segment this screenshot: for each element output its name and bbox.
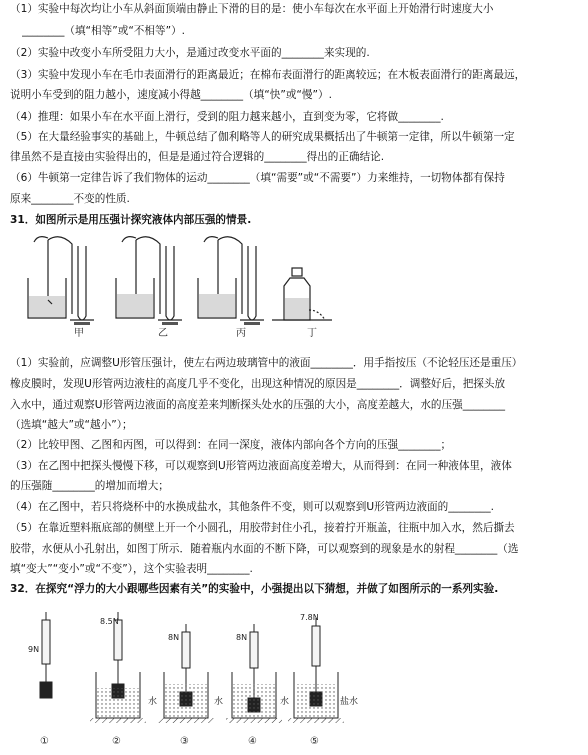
q30-line-9: （6）牛顿第一定律告诉了我们物体的运动________（填“需要”或“不需要”）力来维持，一切物体都有保持 bbox=[10, 172, 505, 184]
q30-line-8: 律虽然不是直接由实验得出的，但是是通过符合逻辑的________得出的正确结论. bbox=[10, 151, 385, 163]
force-label-2: 8.5N bbox=[100, 617, 119, 626]
liquid-label-2: 水 bbox=[148, 697, 158, 707]
water-bottle-ding bbox=[272, 268, 332, 320]
fig-label-yi: 乙 bbox=[158, 328, 168, 339]
step-number-5: ⑤ bbox=[310, 736, 319, 747]
q31-line-6: （3）在乙图中把探头慢慢下移，可以观察到U形管两边液面高度差增大，从而得到：在同一种液体里，液体 bbox=[10, 460, 512, 472]
liquid-label-3: 水 bbox=[214, 697, 224, 707]
q31-line-7: 的压强随________的增加而增大； bbox=[10, 480, 169, 492]
step-number-4: ④ bbox=[248, 736, 257, 747]
q31-line-8: （4）在乙图中，若只将烧杯中的水换成盐水，其他条件不变，则可以观察到U形管两边液面的________. bbox=[10, 501, 494, 513]
q31-line-9: （5）在靠近塑料瓶底部的侧壁上开一个小圆孔，用胶带封住小孔，接着拧开瓶盖，往瓶中加入水，然后撕去 bbox=[10, 522, 515, 534]
q30-line-7: （5）在大量经验事实的基础上，牛顿总结了伽利略等人的研究成果概括出了牛顿第一定律，所以牛顿第一定 bbox=[10, 131, 515, 143]
force-label-4: 8N bbox=[236, 633, 248, 642]
u-tube-apparatus-yi bbox=[116, 237, 182, 325]
step-number-3: ③ bbox=[180, 736, 189, 747]
u-tube-apparatus-bing bbox=[198, 237, 264, 325]
force-label-3: 8N bbox=[168, 633, 180, 642]
step-number-1: ① bbox=[40, 736, 49, 747]
force-label-5: 7.8N bbox=[300, 613, 319, 622]
q30-line-10: 原来________不变的性质. bbox=[10, 193, 130, 205]
q30-line-1: （1）实验中每次均让小车从斜面顶端由静止下滑的目的是：使小车每次在水平面上开始滑行时速度大小 bbox=[10, 3, 494, 15]
q31-line-3: 入水中，通过观察U形管两边液面的高度差来判断探头处水的压强的大小，高度差越大，水的压强________ bbox=[10, 399, 506, 411]
fig-label-bing: 丙 bbox=[236, 328, 246, 339]
q31-line-2: 橡皮膜时，发现U形管两边液柱的高度几乎不变化，出现这种情况的原因是________．调整好后，把探头放 bbox=[10, 378, 506, 390]
q30-line-4: （3）实验中发现小车在毛巾表面滑行的距离最近；在棉布表面滑行的距离较远；在木板表面滑行的距离最远， bbox=[10, 69, 526, 81]
step-number-2: ② bbox=[112, 736, 121, 747]
u-tube-apparatus-jia bbox=[28, 237, 94, 325]
q31-title: 31．如图所示是用压强计探究液体内部压强的情景. bbox=[10, 214, 252, 226]
spring-scale-1 bbox=[40, 612, 52, 698]
fig-label-ding: 丁 bbox=[307, 328, 317, 339]
q30-line-6: （4）推理：如果小车在水平面上滑行，受到的阻力越来越小，直到变为零，它将做________. bbox=[10, 111, 444, 123]
q30-line-2: ________（填“相等”或“不相等”）. bbox=[22, 25, 186, 37]
liquid-label-5: 盐水 bbox=[340, 697, 359, 707]
q31-line-11: 填“变大”“变小”或“不变”），这个实验表明________. bbox=[10, 563, 253, 575]
q32-figure bbox=[24, 610, 364, 750]
q31-line-4: （选填“越大”或“越小”）； bbox=[10, 419, 133, 431]
q30-line-3: （2）实验中改变小车所受阻力大小，是通过改变水平面的________来实现的. bbox=[10, 47, 370, 59]
q31-line-10: 胶带，水便从小孔射出，如图丁所示．随着瓶内水面的不断下降，可以观察到的现象是水的射程________（选 bbox=[10, 543, 519, 555]
q31-line-5: （2）比较甲图、乙图和丙图，可以得到：在同一深度，液体内部向各个方向的压强________； bbox=[10, 439, 452, 451]
fig-label-jia: 甲 bbox=[74, 328, 84, 339]
q30-line-5: 说明小车受到的阻力越小，速度减小得越________（填“快”或“慢”）. bbox=[10, 89, 332, 101]
force-label-1: 9N bbox=[28, 645, 40, 654]
q31-line-1: （1）实验前，应调整U形管压强计，使左右两边玻璃管中的液面________．用手指按压（不论轻压还是重压） bbox=[10, 357, 523, 369]
q32-title: 32．在探究“浮力的大小跟哪些因素有关”的实验中，小强提出以下猜想，并做了如图所示的一系列实验. bbox=[10, 583, 499, 595]
liquid-label-4: 水 bbox=[280, 697, 290, 707]
q31-figure bbox=[22, 228, 352, 343]
